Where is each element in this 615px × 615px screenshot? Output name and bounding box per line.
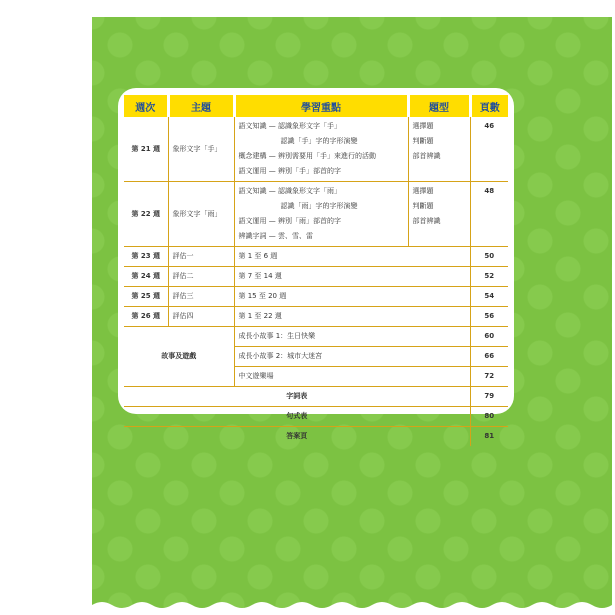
type-line: 部首辨識 bbox=[412, 217, 441, 225]
page-cell: 46 bbox=[470, 117, 508, 182]
table-row bbox=[124, 247, 508, 267]
theme-cell: 評估三 bbox=[168, 287, 234, 307]
stories-label-cell: 故事及遊戲 bbox=[124, 327, 234, 387]
page-cell: 79 bbox=[470, 387, 508, 407]
theme-cell: 評估二 bbox=[168, 267, 234, 287]
header-week: 週次 bbox=[124, 95, 168, 117]
type-line: 判斷題 bbox=[412, 137, 434, 145]
focus-cell bbox=[234, 182, 408, 247]
type-cell bbox=[408, 182, 470, 247]
week-cell: 第 25 週 bbox=[124, 287, 168, 307]
theme-cell: 象形文字「手」 bbox=[168, 117, 234, 182]
focus-line: 概念建構 — 辨別需要用「手」來進行的活動 bbox=[238, 152, 376, 160]
week-cell: 第 26 週 bbox=[124, 307, 168, 327]
table-row bbox=[124, 117, 508, 182]
week-cell: 第 23 週 bbox=[124, 247, 168, 267]
table-row bbox=[124, 427, 508, 447]
header-focus: 學習重點 bbox=[234, 95, 408, 117]
focus-cell: 第 1 至 22 週 bbox=[234, 307, 470, 327]
focus-line: 語文運用 — 辨別「雨」部首的字 bbox=[238, 217, 341, 225]
page-cell: 60 bbox=[470, 327, 508, 347]
table-row bbox=[124, 182, 508, 247]
table-row bbox=[124, 407, 508, 427]
page-cell: 80 bbox=[470, 407, 508, 427]
appendix-title-cell: 句式表 bbox=[124, 407, 470, 427]
week-cell: 第 21 週 bbox=[124, 117, 168, 182]
page-cell: 56 bbox=[470, 307, 508, 327]
focus-cell: 第 7 至 14 週 bbox=[234, 267, 470, 287]
type-line: 選擇題 bbox=[412, 187, 434, 195]
header-theme: 主題 bbox=[168, 95, 234, 117]
page-cell: 52 bbox=[470, 267, 508, 287]
bottom-wave-decoration bbox=[92, 593, 612, 615]
story-title-cell: 成長小故事 1：生日快樂 bbox=[234, 327, 470, 347]
appendix-title-cell: 字詞表 bbox=[124, 387, 470, 407]
week-cell: 第 22 週 bbox=[124, 182, 168, 247]
type-line: 部首辨識 bbox=[412, 152, 441, 160]
page-cell: 50 bbox=[470, 247, 508, 267]
focus-line: 語文知識 — 認識象形文字「手」 bbox=[238, 122, 341, 130]
page-cell: 54 bbox=[470, 287, 508, 307]
type-line: 判斷題 bbox=[412, 202, 434, 210]
table-row bbox=[124, 387, 508, 407]
focus-cell: 第 1 至 6 週 bbox=[234, 247, 470, 267]
focus-line: 認識「雨」字的字形演變 bbox=[280, 202, 358, 210]
type-line: 選擇題 bbox=[412, 122, 434, 130]
type-cell bbox=[408, 117, 470, 182]
story-title-cell: 成長小故事 2：城市大迷宮 bbox=[234, 347, 470, 367]
focus-line: 認識「手」字的字形演變 bbox=[280, 137, 358, 145]
table-row bbox=[124, 307, 508, 327]
page-cell: 48 bbox=[470, 182, 508, 247]
theme-cell: 象形文字「雨」 bbox=[168, 182, 234, 247]
page-cell: 66 bbox=[470, 347, 508, 367]
week-cell: 第 24 週 bbox=[124, 267, 168, 287]
page-cell: 81 bbox=[484, 432, 495, 440]
header-type: 題型 bbox=[408, 95, 470, 117]
focus-line: 語文運用 — 辨別「手」部首的字 bbox=[238, 167, 341, 175]
theme-cell: 評估四 bbox=[168, 307, 234, 327]
header-page: 頁數 bbox=[470, 95, 508, 117]
focus-cell bbox=[234, 117, 408, 182]
page-cell: 72 bbox=[470, 367, 508, 387]
focus-cell: 第 15 至 20 週 bbox=[234, 287, 470, 307]
focus-line: 語文知識 — 認識象形文字「雨」 bbox=[238, 187, 341, 195]
theme-cell: 評估一 bbox=[168, 247, 234, 267]
focus-line: 辨識字詞 — 雲、雪、雷 bbox=[238, 232, 313, 240]
table-row bbox=[124, 267, 508, 287]
header-row bbox=[124, 95, 508, 117]
table-of-contents bbox=[124, 95, 508, 446]
table-row bbox=[124, 287, 508, 307]
story-title-cell: 中文遊樂場 bbox=[234, 367, 470, 387]
table-row bbox=[124, 327, 508, 347]
appendix-title-cell: 答案頁 bbox=[124, 427, 470, 447]
